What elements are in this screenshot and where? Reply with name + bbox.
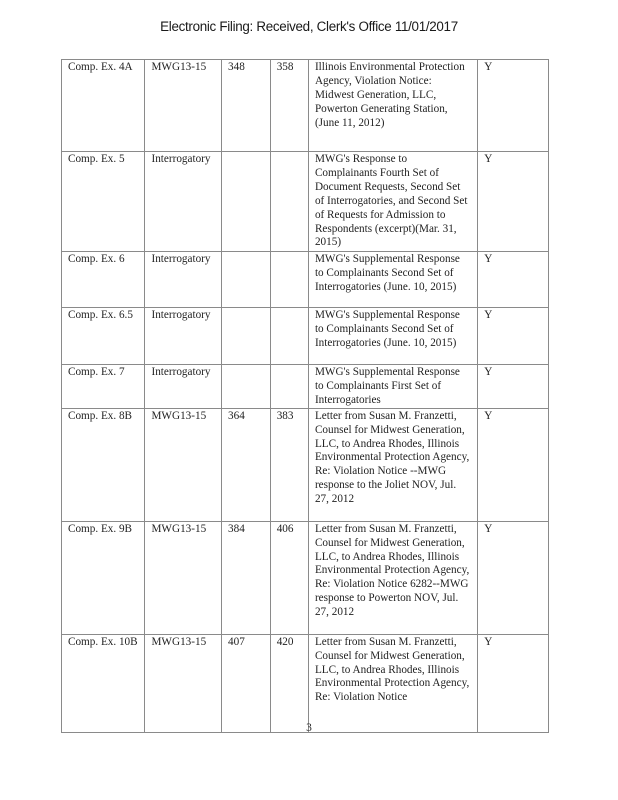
bates-end-cell [270, 152, 308, 252]
bates-begin-cell [222, 308, 271, 365]
exhibit-number-cell: Comp. Ex. 9B [62, 521, 145, 634]
bates-begin-cell [222, 365, 271, 409]
flag-cell: Y [478, 60, 549, 152]
table-row [62, 365, 549, 409]
description-cell: Letter from Susan M. Franzetti, Counsel for Midwest Generation, LLC, to Andrea Rhodes, Illinois Environmental Protection Agency, Re: Violation Notice [308, 634, 477, 732]
bates-prefix-cell: MWG13-15 [145, 634, 222, 732]
description-cell: MWG's Supplemental Response to Complainants First Set of Interrogatories [308, 365, 477, 409]
bates-end-cell [270, 308, 308, 365]
bates-end-cell [270, 252, 308, 308]
table-row [62, 521, 549, 634]
description-cell: MWG's Response to Complainants Fourth Set of Document Requests, Second Set of Interrogatories, and Second Set of Requests for Admission to Respondents (excerpt)(Mar. 31, 2015) [308, 152, 477, 252]
bates-end-cell: 358 [270, 60, 308, 152]
exhibit-number-cell: Comp. Ex. 6.5 [62, 308, 145, 365]
bates-begin-cell [222, 152, 271, 252]
exhibit-number-cell: Comp. Ex. 10B [62, 634, 145, 732]
table-row [62, 252, 549, 308]
bates-begin-cell [222, 252, 271, 308]
table-row [62, 60, 549, 152]
flag-cell: Y [478, 365, 549, 409]
bates-prefix-cell: MWG13-15 [145, 521, 222, 634]
table-row [62, 152, 549, 252]
bates-begin-cell: 384 [222, 521, 271, 634]
flag-cell: Y [478, 634, 549, 732]
table-row [62, 408, 549, 521]
page-number: 3 [306, 722, 312, 734]
electronic-filing-header: Electronic Filing: Received, Clerk's Office 11/01/2017 [160, 19, 458, 34]
bates-end-cell: 420 [270, 634, 308, 732]
flag-cell: Y [478, 252, 549, 308]
bates-begin-cell: 348 [222, 60, 271, 152]
table-row [62, 308, 549, 365]
flag-cell: Y [478, 521, 549, 634]
description-cell: MWG's Supplemental Response to Complainants Second Set of Interrogatories (June. 10, 2015) [308, 308, 477, 365]
exhibit-number-cell: Comp. Ex. 8B [62, 408, 145, 521]
bates-end-cell: 383 [270, 408, 308, 521]
flag-cell: Y [478, 152, 549, 252]
description-cell: Letter from Susan M. Franzetti, Counsel for Midwest Generation, LLC, to Andrea Rhodes, Illinois Environmental Protection Agency, Re: Violation Notice --MWG response to the Joliet NOV, Jul. 27, 2012 [308, 408, 477, 521]
bates-prefix-cell: MWG13-15 [145, 60, 222, 152]
exhibit-number-cell: Comp. Ex. 7 [62, 365, 145, 409]
bates-prefix-cell: Interrogatory [145, 252, 222, 308]
exhibit-number-cell: Comp. Ex. 4A [62, 60, 145, 152]
description-cell: Illinois Environmental Protection Agency, Violation Notice: Midwest Generation, LLC, Powerton Generating Station, (June 11, 2012) [308, 60, 477, 152]
description-cell: Letter from Susan M. Franzetti, Counsel for Midwest Generation, LLC, to Andrea Rhodes, Illinois Environmental Protection Agency, Re: Violation Notice 6282--MWG response to Powerton NOV, Jul. 27, 2012 [308, 521, 477, 634]
bates-prefix-cell: MWG13-15 [145, 408, 222, 521]
table-row [62, 634, 549, 732]
bates-prefix-cell: Interrogatory [145, 152, 222, 252]
exhibit-table [61, 59, 549, 733]
flag-cell: Y [478, 308, 549, 365]
bates-begin-cell: 364 [222, 408, 271, 521]
bates-prefix-cell: Interrogatory [145, 308, 222, 365]
bates-end-cell [270, 365, 308, 409]
bates-end-cell: 406 [270, 521, 308, 634]
exhibit-number-cell: Comp. Ex. 6 [62, 252, 145, 308]
description-cell: MWG's Supplemental Response to Complainants Second Set of Interrogatories (June. 10, 2015) [308, 252, 477, 308]
flag-cell: Y [478, 408, 549, 521]
bates-begin-cell: 407 [222, 634, 271, 732]
bates-prefix-cell: Interrogatory [145, 365, 222, 409]
exhibit-number-cell: Comp. Ex. 5 [62, 152, 145, 252]
